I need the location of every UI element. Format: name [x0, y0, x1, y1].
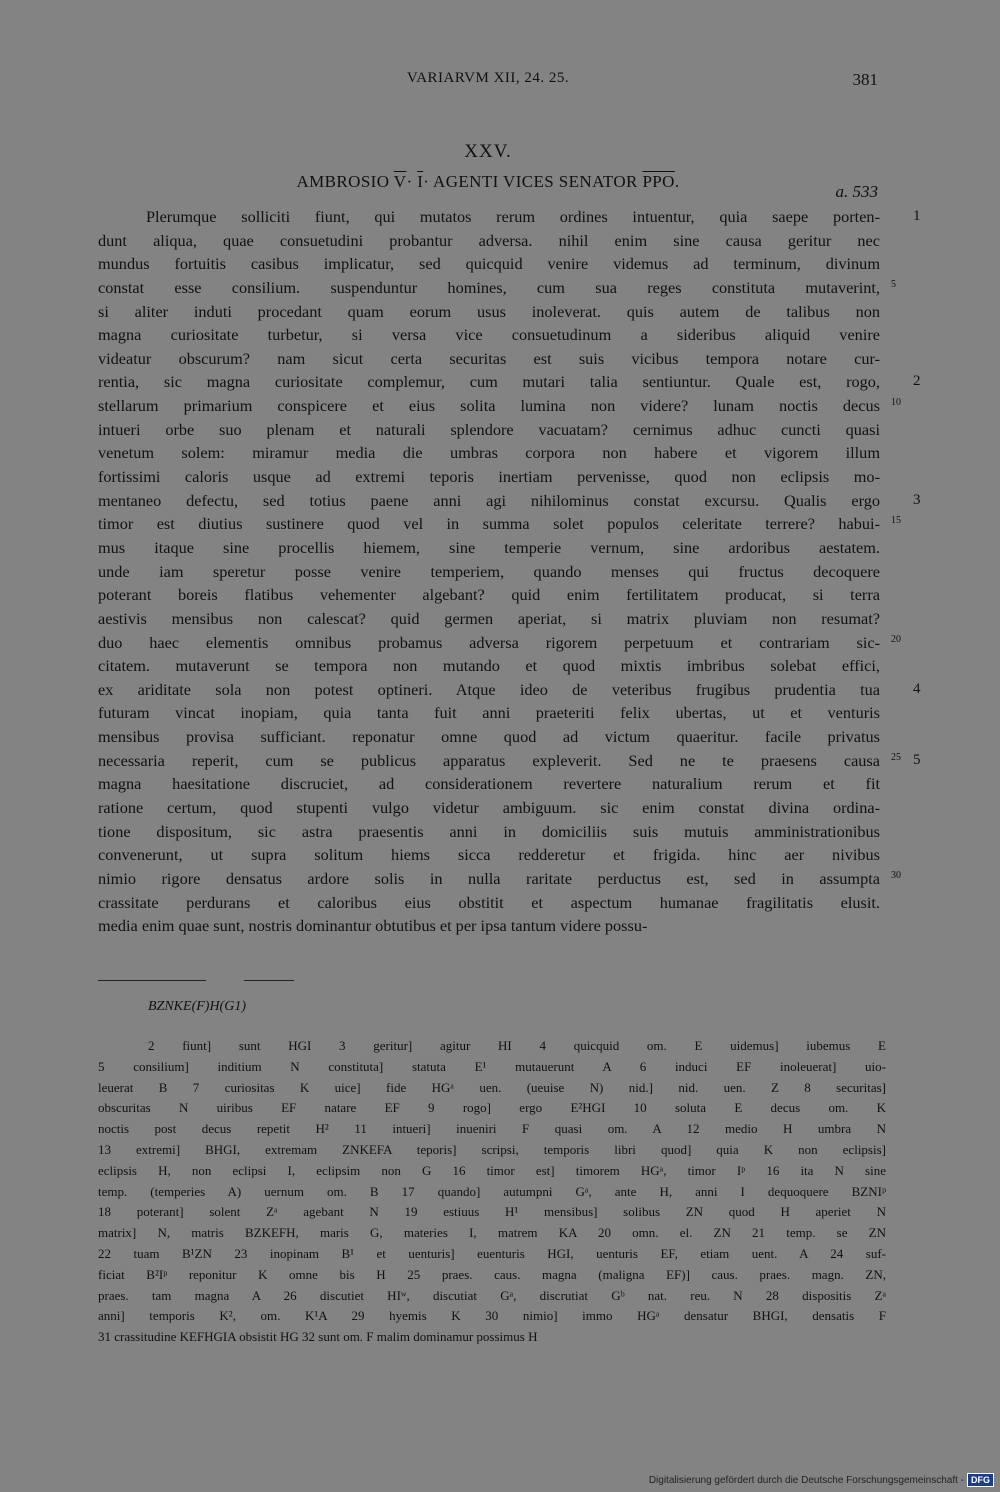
- text-line: [98, 560, 880, 584]
- line-text: citatem. mutaverunt se tempora non mutando et quod mixtis imbribus solebat effici,: [98, 656, 880, 676]
- line-number: 25: [891, 751, 901, 763]
- text-line: [98, 914, 880, 938]
- paragraph-number: 5: [913, 751, 921, 768]
- letter-body: [98, 205, 921, 938]
- line-text: nimio rigore densatus ardore solis in nulla raritate perductus est, sed in assumpta: [98, 868, 880, 888]
- line-text: unde iam speretur posse venire temperiem, quando menses qui fructus decoquere: [98, 561, 880, 581]
- line-text: si aliter induti procedant quam eorum usus inoleverat. quis autem de talibus non: [98, 301, 880, 321]
- text-line: [98, 583, 880, 607]
- line-text: videatur obscurum? nam sicut certa securitas est suis vicibus tempora notare cur-: [98, 348, 880, 368]
- line-text: Plerumque solliciti fiunt, qui mutatos rerum ordines intuentur, quia saepe porten-: [146, 207, 880, 226]
- line-text: convenerunt, ut supra solitum hiems sicca redderetur et frigida. hinc aer nivibus: [98, 845, 880, 865]
- addressee-abbrev-i: $\overline{I}$: [417, 172, 424, 191]
- page-number: 381: [852, 70, 878, 89]
- text-line: [98, 843, 880, 867]
- footnote-rule: [244, 980, 294, 981]
- apparatus-line: ficiat B²Iᵖ reponitur K omne bis H 25 praes. caus. magna (maligna EF)] caus. praes. magn. ZN,: [98, 1266, 886, 1282]
- line-text: necessaria reperit, cum se publicus apparatus expleverit. Sed ne te praesens causa: [98, 750, 880, 770]
- line-text: rentia, sic magna curiositate complemur, cum mutari talia sentiuntur. Quale est, rogo,: [98, 372, 880, 392]
- text-line: [98, 820, 880, 844]
- line-text: mentaneo defectu, sed totius paene anni agi nihilominus constat excursu. Qualis ergo: [98, 490, 880, 510]
- text-line: [98, 205, 921, 229]
- paragraph-number: 1: [913, 208, 921, 224]
- text-line: [98, 701, 880, 725]
- addressee-start: AMBROSIO: [296, 172, 394, 191]
- text-line: [98, 489, 921, 513]
- line-text: futuram vincat inopiam, quia tanta fuit anni praeteriti felix ubertas, ut et venturis: [98, 703, 880, 723]
- letter-heading: [98, 172, 878, 202]
- apparatus-line: obscuritas N uiribus EF natare EF 9 rogo] ergo E²HGI 10 soluta E decus om. K: [98, 1100, 886, 1116]
- apparatus-line: praes. tam magna A 26 discutiet HIʷ, discutiat Gᵃ, discrutiat Gᵇ nat. reu. N 28 dispositis Zᵃ: [98, 1287, 886, 1303]
- text-line: [98, 323, 880, 347]
- text-line: [98, 418, 880, 442]
- apparatus-line: 13 extremi] BHGI, extremam ZNKEFA teporis] scripsi, temporis libri quod] quia K non eclipsis]: [98, 1141, 886, 1157]
- text-line: [98, 725, 880, 749]
- funding-credit: Digitalisierung gefördert durch die Deutsche Forschungsgemeinschaft -: [648, 1474, 964, 1486]
- text-line: [98, 512, 901, 536]
- line-text: stellarum primarium conspicere et eius solita lumina non videre? lunam noctis decus: [98, 396, 880, 416]
- line-text: crassitate perdurans et caloribus eius obstitit et aspectum humanae fragilitatis elusit.: [98, 892, 880, 912]
- apparatus-line: matrix] N, matris BZKEFH, maris G, materies I, matrem KA 20 omn. el. ZN 21 temp. se ZN: [98, 1225, 886, 1241]
- text-line: [98, 300, 880, 324]
- text-line: [98, 772, 880, 796]
- addressee-sep-1: ·: [406, 172, 418, 191]
- line-text: magna haesitatione discruciet, ad considerationem revertere naturalium rerum et fit: [98, 774, 880, 794]
- text-line: [98, 867, 901, 891]
- line-number: 20: [891, 633, 901, 645]
- addressee-abbrev-ppo: $\overline{PPO}$: [642, 172, 675, 191]
- apparatus-line: 2 fiunt] sunt HGI 3 geritur] agitur HI 4 quicquid om. E uidemus] iubemus E: [148, 1038, 886, 1053]
- letter-date: a. 533: [835, 182, 878, 201]
- manuscript-sigla: BZNKE(F)H(G1): [148, 999, 246, 1014]
- line-text: duo haec elementis omnibus probamus adversa rigorem perpetuum et contrariam sic-: [98, 632, 880, 652]
- apparatus-line: 18 poterant] solent Zᵃ agebant N 19 estiuus H¹ mensibus] solibus ZN quod H aperiet N: [98, 1204, 886, 1220]
- footnote-rule: [98, 980, 206, 981]
- text-line: [98, 276, 896, 300]
- paragraph-number: 4: [913, 680, 921, 697]
- line-text: ex ariditate sola non potest optineri. Atque ideo de veteribus frugibus prudentia tua: [98, 679, 880, 699]
- apparatus-line: temp. (temperies A) uernum om. B 17 quando] autumpni Gᵃ, ante H, anni I dequoquere BZNIᵖ: [98, 1183, 886, 1199]
- apparatus-line: anni] temporis K², om. K¹A 29 hyemis K 30 nimio] immo HGᵃ densatur BHGI, densatis F: [98, 1308, 886, 1324]
- line-text: timor est diutius sustinere quod vel in summa solet populos celeritate terrere? habui-: [98, 514, 880, 534]
- text-line: [98, 252, 880, 276]
- text-line: [98, 536, 880, 560]
- line-text: poterant boreis flatibus vehementer algebant? quid enim fertilitatem producat, si terra: [98, 585, 880, 605]
- apparatus-line: noctis post decus repetit H² 11 intueri] inueniri F quasi om. A 12 medio H umbra N: [98, 1121, 886, 1137]
- text-line: [98, 229, 880, 253]
- line-number: 5: [891, 278, 896, 290]
- addressee-mid: · AGENTI VICES SENATOR: [423, 172, 643, 191]
- text-line: [98, 370, 921, 394]
- running-head: VARIARVM XII, 24. 25.: [406, 70, 570, 86]
- addressee-end: .: [674, 172, 680, 191]
- text-line: [98, 347, 880, 371]
- line-text: media enim quae sunt, nostris dominantur obtutibus et per ipsa tantum videre possu-: [98, 916, 648, 936]
- line-number: 30: [891, 869, 901, 881]
- line-text: mundus fortuitis casibus implicatur, sed quicquid venire videmus ad terminum, divinum: [98, 254, 880, 274]
- text-line: [98, 631, 901, 655]
- paragraph-number: 3: [913, 491, 921, 508]
- critical-apparatus: [98, 1036, 886, 1348]
- text-line: [98, 441, 880, 465]
- letter-addressee: [98, 172, 878, 192]
- page-footer: [649, 1472, 994, 1488]
- line-number: 15: [891, 515, 901, 527]
- line-text: mensibus provisa sufficiant. reponatur omne quod ad victum quaeritur. facile privatus: [98, 727, 880, 747]
- dfg-logo: DFG: [967, 1473, 994, 1487]
- text-line: [98, 607, 880, 631]
- text-line: [98, 678, 921, 702]
- line-text: magna curiositate turbetur, si versa vice consuetudinum a sideribus aliquid venire: [98, 325, 880, 345]
- line-text: fortissimi caloris usque ad extremi teporis inertiam pervenisse, quod non eclipsis mo-: [98, 467, 880, 487]
- line-number: 10: [891, 397, 901, 409]
- line-text: mus itaque sine procellis hiemem, sine temperie vernum, sine ardoribus aestatem.: [98, 537, 880, 557]
- line-text: dunt aliqua, quae consuetudini probantur adversa. nihil enim sine causa geritur nec: [98, 230, 880, 250]
- apparatus-line: 5 consilium] inditium N constituta] statuta E¹ mutauerunt A 6 induci EF inoleuerat] uio-: [98, 1058, 886, 1074]
- apparatus-line: eclipsis H, non eclipsi I, eclipsim non G 16 timor est] timorem HGᵃ, timor Iᵖ 16 ita N sine: [98, 1162, 886, 1178]
- text-line: [98, 654, 880, 678]
- apparatus-line: 22 tuam B¹ZN 23 inopinam B¹ et uenturis] euenturis HGI, uenturis EF, etiam uent. A 24 suf-: [98, 1245, 886, 1261]
- text-line: [98, 465, 880, 489]
- line-text: venetum solem: miramur media die umbras corpora non habere et vigorem illum: [98, 443, 880, 463]
- page-header: [98, 70, 878, 94]
- text-line: [98, 891, 880, 915]
- line-text: tione dispositum, sic astra praesentis anni in domiciliis suis mutuis amministrationibus: [98, 821, 880, 841]
- paragraph-number: 2: [913, 373, 921, 390]
- apparatus-line: 31 crassitudine KEFHGIA obsistit HG 32 sunt om. F malim dominamur possimus H: [98, 1329, 538, 1345]
- line-text: aestivis mensibus non calescat? quid germen aperiat, si matrix pluviam non resumat?: [98, 608, 880, 628]
- letter-number: XXV.: [464, 141, 512, 162]
- apparatus-line: leuerat B 7 curiositas K uice] fide HGᵃ uen. (ueuise N) nid.] nid. uen. Z 8 securitas]: [98, 1079, 886, 1095]
- line-text: constat esse consilium. suspenduntur homines, cum sua reges constituta mutaverint,: [98, 277, 880, 297]
- line-text: intueri orbe suo plenam et naturali splendore vacuatam? cernimus adhuc cuncti quasi: [98, 419, 880, 439]
- text-line: [98, 394, 901, 418]
- line-text: ratione certum, quod stupenti vulgo videtur ambiguum. sic enim constat divina ordina-: [98, 798, 880, 818]
- text-line: [98, 749, 921, 773]
- addressee-abbrev-v: $\overline{V}$: [393, 172, 407, 191]
- text-line: [98, 796, 880, 820]
